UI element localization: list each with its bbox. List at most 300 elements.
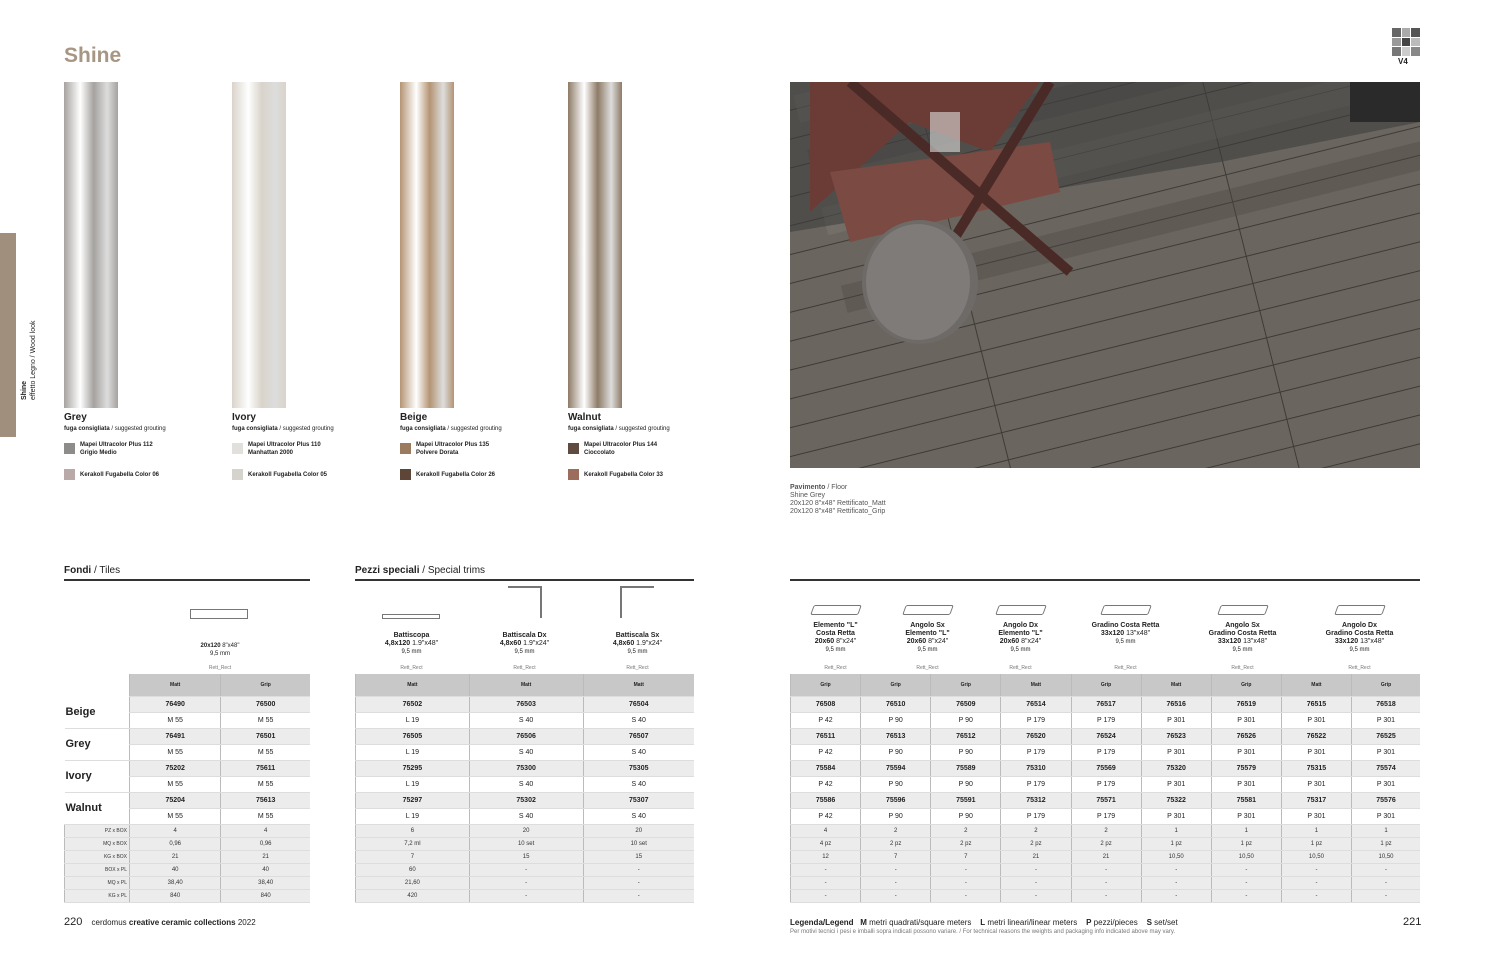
grout-mapei-line2: Cioccolato [584,450,615,456]
price-cell: M 55 [130,808,221,824]
caption-grip: 20x120 8"x48" Rettificato_Grip [790,508,886,515]
step-thickness: 9,5 mm [1010,647,1031,653]
grout-swatch [232,443,243,454]
pack-cell: 10,50 [1141,850,1211,863]
price-cell: S 40 [469,776,583,792]
code-cell: 76507 [583,728,694,744]
code-cell: 75317 [1281,792,1351,808]
brand-logo-icon [1392,28,1420,56]
fondi-size-cm: 20x120 [200,643,221,649]
trim-header [355,632,468,656]
pack-cell: - [1071,876,1141,889]
pack-cell: 0,96 [221,837,310,850]
pack-cell: - [931,863,1001,876]
floor-photo [790,82,1420,468]
trim-thickness: 9,5 mm [627,649,648,655]
pack-cell: 1 [1141,824,1211,837]
price-cell: S 40 [469,712,583,728]
legend-m-text: metri quadrati/square meters [866,918,972,927]
step-name-2: Gradino Costa Retta [1208,630,1277,637]
price-cell: P 301 [1352,808,1421,824]
pack-label: MQ x BOX [65,837,130,850]
code-cell: 76518 [1352,696,1421,712]
step-dim-in: 13"x48" [1358,638,1385,645]
grout-swatch [568,443,579,454]
price-cell: L 19 [356,776,470,792]
code-cell: 76524 [1071,728,1141,744]
tile-name: Ivory [232,412,256,423]
grout-mapei-line1: Mapei Ultracolor Plus 144 [584,442,658,448]
step-dim [1184,638,1301,646]
step-shape-icon [1217,605,1269,615]
tile-name: Beige [400,412,428,423]
pack-cell: 1 pz [1281,837,1351,850]
legend-p-text: pezzi/pieces [1091,918,1138,927]
grout-mapei-line1: Mapei Ultracolor Plus 112 [80,442,153,448]
step-header [1301,622,1418,654]
price-cell: P 179 [1071,776,1141,792]
trim-header [581,632,694,656]
price-cell: P 301 [1141,808,1211,824]
pack-cell: - [861,863,931,876]
code-cell: 76522 [1281,728,1351,744]
price-cell: P 179 [1001,712,1071,728]
grout-mapei-line1: Mapei Ultracolor Plus 110 [248,442,321,448]
price-cell: P 301 [1352,744,1421,760]
pezzi-heading [355,565,485,576]
code-cell: 76502 [356,696,470,712]
grout-swatch [64,443,75,454]
price-cell: P 301 [1141,744,1211,760]
code-cell: 76519 [1211,696,1281,712]
trim-dim-in: 1.9"x24" [634,640,663,647]
step-dim-cm: 20x60 [906,638,927,645]
code-cell: 76506 [469,728,583,744]
step-rett: Rett_Rect [1348,665,1371,671]
step-name-1: Gradino Costa Retta [1091,622,1160,629]
legend-note: Per motivi tecnici i pesi e imballi sopra indicati possono variare. / For technical reasons the weights and packaging info indicated above may vary. [790,929,1176,935]
step-name-1: Elemento "L" [813,622,858,629]
step-header [881,622,974,654]
pack-cell: - [1001,889,1071,902]
step-rett: Rett_Rect [1231,665,1254,671]
pack-cell: - [583,863,694,876]
side-collection-name: Shine [21,380,28,400]
fondi-rett: Rett_Rect [208,665,232,671]
pack-label: BOX x PL [65,863,130,876]
side-collection-sub: effetto Legno / Wood look [30,320,37,400]
step-name-1: Angolo Dx [1342,622,1377,629]
row-label: Beige [65,696,130,728]
code-cell: 75576 [1352,792,1421,808]
pack-cell: 10,50 [1281,850,1351,863]
step-name-1: Angolo Dx [1003,622,1038,629]
code-cell: 75300 [469,760,583,776]
brand-year: 2022 [235,918,256,927]
step-shape-icon [810,605,862,615]
right-rule [790,579,1420,581]
pack-cell: 7 [861,850,931,863]
trim-dim-in: 1.9"x48" [410,640,439,647]
tile-name: Walnut [568,412,601,423]
step-name-2: Elemento "L" [998,630,1043,637]
code-cell: 75584 [791,760,861,776]
pack-cell: 38,40 [130,876,221,889]
price-cell: P 301 [1352,712,1421,728]
price-cell: S 40 [583,744,694,760]
pack-label: KG x BOX [65,850,130,863]
fondi-size-in: 8"x48" [220,643,240,649]
row-label: Ivory [65,760,130,792]
pack-cell: - [1281,863,1351,876]
code-cell: 75571 [1071,792,1141,808]
price-cell: P 90 [931,744,1001,760]
legend-m: M [860,918,867,927]
step-dim-in: 8"x24" [834,638,857,645]
step-header [1184,622,1301,654]
code-cell: 75594 [861,760,931,776]
row-label: Walnut [65,792,130,824]
code-cell: 76504 [583,696,694,712]
pack-cell: - [861,876,931,889]
grout-swatch [400,443,411,454]
price-cell: M 55 [130,776,221,792]
pack-cell: 15 [583,850,694,863]
code-cell: 76511 [791,728,861,744]
pack-cell: 4 [130,824,221,837]
trim-header [468,632,581,656]
step-rett: Rett_Rect [916,665,939,671]
code-cell: 76500 [221,696,310,712]
price-cell: P 179 [1001,744,1071,760]
price-cell: P 301 [1281,776,1351,792]
row-label: Grey [65,728,130,760]
col-finish: Grip [1071,674,1141,696]
step-dim [1301,638,1418,646]
pack-cell: - [1141,876,1211,889]
step-dim-in: 13"x48" [1124,630,1151,637]
pack-cell: 2 pz [1071,837,1141,850]
pack-cell: - [1071,863,1141,876]
step-shape-icon [1100,605,1152,615]
pack-cell: - [469,876,583,889]
price-cell: P 42 [791,712,861,728]
code-cell: 76505 [356,728,470,744]
price-cell: P 90 [861,744,931,760]
price-cell: P 90 [861,776,931,792]
code-cell: 76525 [1352,728,1421,744]
pezzi-table [355,674,694,903]
legend [790,918,1178,927]
code-cell: 75579 [1211,760,1281,776]
price-cell: P 179 [1001,808,1071,824]
step-name-1: Angolo Sx [1225,622,1260,629]
grout-label-it: fuga consigliata [400,426,446,432]
code-cell: 76490 [130,696,221,712]
price-cell: M 55 [221,776,310,792]
step-dim [974,638,1067,646]
side-label [20,320,38,400]
tile-grout-label [400,426,502,432]
col-finish: Matt [1001,674,1071,696]
grout-swatch [232,469,243,480]
grout-kerakoll: Kerakoll Fugabella Color 05 [248,472,328,478]
trim-dim [355,640,468,648]
price-cell: P 179 [1071,712,1141,728]
pack-cell: - [469,863,583,876]
price-cell: P 179 [1071,808,1141,824]
legend-s-text: set/set [1151,918,1178,927]
grout-swatch [568,469,579,480]
pack-cell: 840 [221,889,310,902]
code-cell: 75297 [356,792,470,808]
col-grip: Grip [221,674,310,696]
col-matt: Matt [469,674,583,696]
price-cell: P 301 [1211,776,1281,792]
price-cell: P 90 [931,808,1001,824]
pack-cell: - [1281,889,1351,902]
pack-cell: - [861,889,931,902]
pack-cell: 21,60 [356,876,470,889]
footer-left [64,916,256,928]
grout-label-it: fuga consigliata [64,426,110,432]
pack-cell: 2 [861,824,931,837]
price-cell: M 55 [221,744,310,760]
price-cell: S 40 [583,712,694,728]
grout-mapei [416,441,489,457]
pezzi-title: Pezzi speciali [355,565,420,576]
brand-tagline: creative ceramic collections [128,918,236,927]
col-finish: Grip [1211,674,1281,696]
photo-caption [790,484,886,516]
page-number-right: 221 [1403,916,1422,928]
step-dim [1067,630,1184,638]
step-dim-cm: 20x60 [999,638,1020,645]
pack-cell: - [1352,863,1421,876]
code-cell: 75613 [221,792,310,808]
pack-cell: - [583,889,694,902]
code-cell: 75322 [1141,792,1211,808]
right-table [790,674,1420,903]
code-cell: 76517 [1071,696,1141,712]
col-finish: Grip [931,674,1001,696]
pack-cell: 12 [791,850,861,863]
tile-image [232,82,286,408]
tile-name: Grey [64,412,87,423]
step-shape-icon [1334,605,1386,615]
legend-s: S [1146,918,1152,927]
step-thickness: 9,5 mm [1232,647,1253,653]
pack-label: KG x PL [65,889,130,902]
grout-label-en: / suggested grouting [109,426,166,432]
price-cell: S 40 [583,808,694,824]
grout-mapei [80,441,153,457]
trim-name: Battiscala Sx [615,632,660,639]
grout-mapei-line2: Manhattan 2000 [248,450,294,456]
pack-cell: 4 [791,824,861,837]
fondi-title: Fondi [64,565,92,576]
grout-label-it: fuga consigliata [568,426,614,432]
trim-dim [581,640,694,648]
caption-matt: 20x120 8"x48" Rettificato_Matt [790,500,886,507]
page-title: Shine [64,44,122,67]
price-cell: L 19 [356,808,470,824]
step-name-1: Angolo Sx [910,622,945,629]
price-cell: P 301 [1352,776,1421,792]
pack-cell: - [1211,876,1281,889]
col-finish: Matt [1281,674,1351,696]
tile-grout-label [64,426,166,432]
step-thickness: 9,5 mm [1349,647,1370,653]
pack-cell: - [469,889,583,902]
pack-cell: - [1211,889,1281,902]
pack-label: PZ x BOX [65,824,130,837]
code-cell: 76516 [1141,696,1211,712]
step-rett: Rett_Rect [1009,665,1032,671]
price-cell: S 40 [469,808,583,824]
pack-cell: 21 [221,850,310,863]
code-cell: 75312 [1001,792,1071,808]
pack-cell: 10 set [583,837,694,850]
price-cell: P 90 [931,776,1001,792]
price-cell: S 40 [583,776,694,792]
pack-cell: 7 [931,850,1001,863]
caption-floor-it: Pavimento [790,484,826,491]
code-cell: 75320 [1141,760,1211,776]
trim-dim-in: 1.9"x24" [521,640,550,647]
grout-label-en: / suggested grouting [445,426,502,432]
pack-cell: 420 [356,889,470,902]
battiscopa-shape-icon [382,614,440,619]
col-finish: Matt [1141,674,1211,696]
step-shape-icon [995,605,1047,615]
pack-cell: 10,50 [1352,850,1421,863]
trim-dim-cm: 4,8x60 [612,640,635,647]
pack-cell: 1 pz [1211,837,1281,850]
tile-grout-label [568,426,670,432]
price-cell: M 55 [221,712,310,728]
pack-cell: - [1141,889,1211,902]
tile-shape-icon [190,609,248,619]
trim-name: Battiscala Dx [502,632,547,639]
legend-l: L [980,918,986,927]
pack-cell: - [1071,889,1141,902]
battiscala-sx-shape-icon [620,586,654,618]
trim-rett: Rett_Rect [400,665,423,671]
pack-cell: 1 [1352,824,1421,837]
step-header [974,622,1067,654]
step-thickness: 9,5 mm [1115,639,1136,645]
grout-swatch [64,469,75,480]
pack-cell: 1 [1281,824,1351,837]
code-cell: 76515 [1281,696,1351,712]
pack-label: MQ x PL [65,876,130,889]
price-cell: P 301 [1281,808,1351,824]
code-cell: 75302 [469,792,583,808]
code-cell: 76520 [1001,728,1071,744]
pack-cell: - [1141,863,1211,876]
step-header [790,622,881,654]
code-cell: 76526 [1211,728,1281,744]
step-name-2: Gradino Costa Retta [1325,630,1394,637]
caption-product: Shine Grey [790,492,826,499]
pack-cell: 4 pz [791,837,861,850]
step-dim [790,638,881,646]
code-cell: 75307 [583,792,694,808]
price-cell: P 42 [791,776,861,792]
step-header [1067,622,1184,646]
grout-swatch [400,469,411,480]
pack-cell: - [1352,876,1421,889]
trim-name: Battiscopa [393,632,430,639]
pack-cell: - [1211,863,1281,876]
pack-cell: - [931,889,1001,902]
code-cell: 76514 [1001,696,1071,712]
pack-cell: - [1281,876,1351,889]
code-cell: 75310 [1001,760,1071,776]
pack-cell: 2 [1001,824,1071,837]
code-cell: 75295 [356,760,470,776]
tile-image [568,82,622,408]
step-dim-in: 8"x24" [926,638,949,645]
pack-cell: - [583,876,694,889]
pack-cell: 40 [221,863,310,876]
pack-cell: 2 [931,824,1001,837]
trim-dim [468,640,581,648]
grout-mapei-line1: Mapei Ultracolor Plus 135 [416,442,490,448]
pack-cell: 2 [1071,824,1141,837]
grout-label-it: fuga consigliata [232,426,278,432]
trim-thickness: 9,5 mm [514,649,535,655]
code-cell: 76523 [1141,728,1211,744]
code-cell: 75305 [583,760,694,776]
price-cell: L 19 [356,712,470,728]
grout-label-en: / suggested grouting [613,426,670,432]
pack-cell: 1 pz [1141,837,1211,850]
pack-cell: 6 [356,824,470,837]
step-dim-cm: 33x120 [1334,638,1359,645]
step-name-2: Costa Retta [816,630,855,637]
trim-rett: Rett_Rect [513,665,536,671]
price-cell: P 90 [861,712,931,728]
pack-cell: - [1001,876,1071,889]
side-tab [0,233,16,437]
code-cell: 75315 [1281,760,1351,776]
fondi-heading [64,565,120,576]
fondi-table [64,674,310,903]
code-cell: 76503 [469,696,583,712]
fondi-size [130,642,310,658]
pack-cell: - [791,889,861,902]
pack-cell: 20 [583,824,694,837]
price-cell: P 301 [1281,712,1351,728]
pack-cell: 40 [130,863,221,876]
pack-cell: 2 pz [931,837,1001,850]
code-cell: 75204 [130,792,221,808]
pack-cell: 1 pz [1352,837,1421,850]
price-cell: M 55 [130,712,221,728]
step-dim-cm: 20x60 [814,638,835,645]
pack-cell: 2 pz [1001,837,1071,850]
grout-kerakoll: Kerakoll Fugabella Color 33 [584,472,664,478]
code-cell: 75586 [791,792,861,808]
pack-cell: - [1001,863,1071,876]
fondi-sub: / Tiles [91,565,121,576]
price-cell: P 301 [1141,776,1211,792]
code-cell: 76513 [861,728,931,744]
code-cell: 76512 [931,728,1001,744]
price-cell: P 179 [1071,744,1141,760]
